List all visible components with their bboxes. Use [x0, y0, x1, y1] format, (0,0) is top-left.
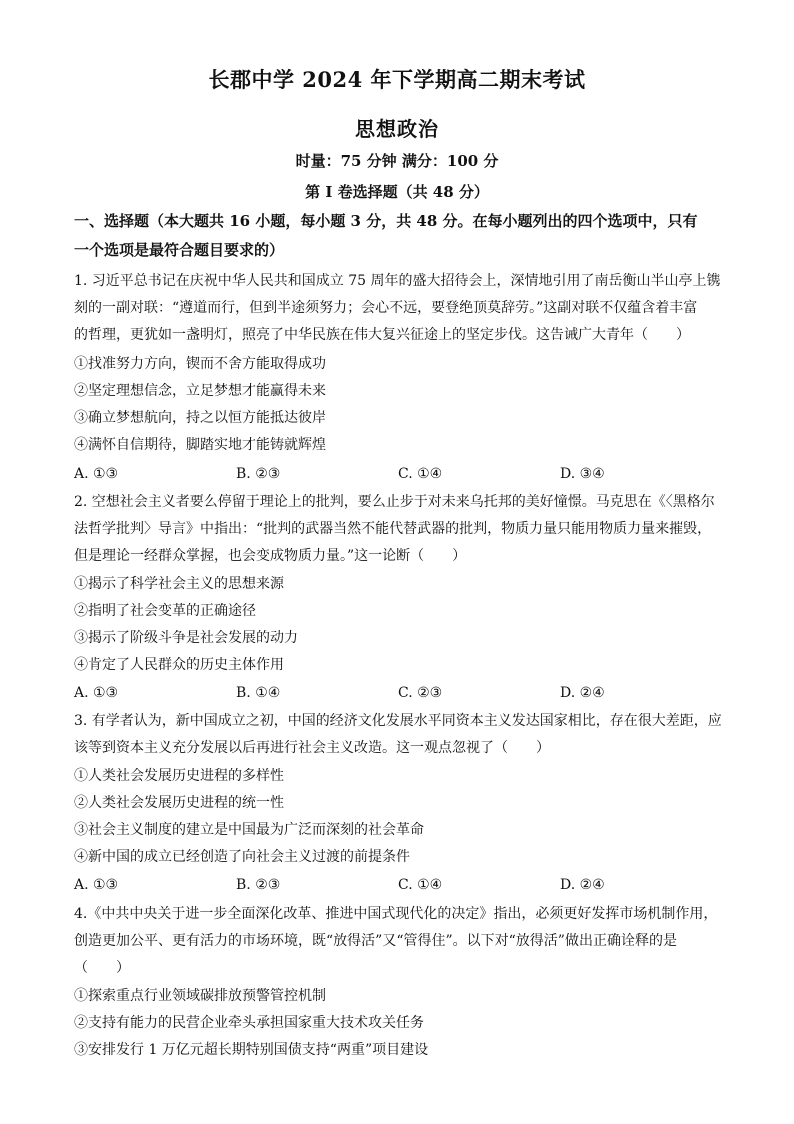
option-b: B. ②③: [236, 877, 281, 893]
answer-options: [74, 464, 724, 484]
statement-item: ③安排发行 1 万亿元超长期特别国债支持“两重”项目建设: [74, 1042, 429, 1058]
statement-item: ②支持有能力的民营企业牵头承担国家重大技术攻关任务: [74, 1015, 424, 1031]
statement-item: ②指明了社会变革的正确途径: [74, 603, 256, 619]
statement-item: ②人类社会发展历史进程的统一性: [74, 795, 284, 811]
option-d: D. ②④: [560, 877, 605, 893]
exam-time-score: 时量：75 分钟 满分：100 分: [295, 152, 499, 170]
option-c: C. ②③: [398, 685, 443, 701]
option-c: C. ①④: [398, 466, 443, 482]
question-stem-line: 的哲理，更犹如一盏明灯，照亮了中华民族在伟大复兴征途上的坚定步伐。这告诫广大青年（ ）: [74, 327, 690, 343]
answer-options: [74, 875, 724, 895]
statement-item: ①找准努力方向，锲而不舍方能取得成功: [74, 356, 326, 372]
option-b: B. ①④: [236, 685, 281, 701]
statement-item: ③揭示了阶级斗争是社会发展的动力: [74, 630, 298, 646]
question-stem-line: （ ）: [74, 960, 130, 976]
question-stem-line: 但是理论一经群众掌握，也会变成物质力量。”这一论断（ ）: [74, 548, 467, 564]
option-a: A. ①③: [74, 877, 119, 893]
exam-title: 长郡中学 2024 年下学期高二期末考试: [208, 67, 586, 92]
exam-subject: 思想政治: [355, 117, 439, 141]
question-stem-line: 法哲学批判〉导言》中指出：“批判的武器当然不能代替武器的批判，物质力量只能用物质力量来摧毁，: [74, 521, 712, 537]
option-b: B. ②③: [236, 466, 281, 482]
statement-item: ④肯定了人民群众的历史主体作用: [74, 657, 284, 673]
statement-item: ②坚定理想信念，立足梦想才能赢得未来: [74, 383, 326, 399]
statement-item: ①揭示了科学社会主义的思想来源: [74, 576, 284, 592]
section-heading-line: 一、选择题（本大题共 16 小题，每小题 3 分，共 48 分。在每小题列出的四个选项中，只有: [74, 212, 698, 230]
exam-part-heading: 第 I 卷选择题（共 48 分）: [305, 183, 489, 201]
option-d: D. ③④: [560, 466, 605, 482]
section-heading-line: 一个选项是最符合题目要求的）: [74, 241, 285, 259]
option-a: A. ①③: [74, 466, 119, 482]
statement-item: ①人类社会发展历史进程的多样性: [74, 768, 284, 784]
statement-item: ①探索重点行业领域碳排放预警管控机制: [74, 988, 326, 1004]
question-stem-line: 创造更加公平、更有活力的市场环境，既“放得活”又“管得住”。以下对“放得活”做出正确诠释的是: [74, 933, 677, 949]
question-stem-line: 2. 空想社会主义者要么停留于理论上的批判，要么止步于对未来乌托邦的美好憧憬。马克思在《〈黑格尔: [74, 494, 715, 510]
option-d: D. ②④: [560, 685, 605, 701]
statement-item: ③社会主义制度的建立是中国最为广泛而深刻的社会革命: [74, 822, 424, 838]
statement-item: ④新中国的成立已经创造了向社会主义过渡的前提条件: [74, 849, 410, 865]
statement-item: ③确立梦想航向，持之以恒方能抵达彼岸: [74, 410, 326, 426]
question-stem-line: 刻的一副对联：“遵道而行，但到半途须努力；会心不远，要登绝顶莫辞劳。”这副对联不仅蕴含着丰富: [74, 300, 698, 316]
option-a: A. ①③: [74, 685, 119, 701]
question-stem-line: 该等到资本主义充分发展以后再进行社会主义改造。这一观点忽视了（ ）: [74, 740, 550, 756]
statement-item: ④满怀自信期待，脚踏实地才能铸就辉煌: [74, 437, 326, 453]
option-c: C. ①④: [398, 877, 443, 893]
question-stem-line: 4.《中共中央关于进一步全面深化改革、推进中国式现代化的决定》指出，必须更好发挥市场机制作用，: [74, 906, 718, 922]
question-stem-line: 3. 有学者认为，新中国成立之初，中国的经济文化发展水平同资本主义发达国家相比，存在很大差距，应: [74, 713, 722, 729]
answer-options: [74, 683, 724, 703]
question-stem-line: 1. 习近平总书记在庆祝中华人民共和国成立 75 周年的盛大招待会上，深情地引用了南岳衡山半山亭上镌: [74, 273, 721, 289]
